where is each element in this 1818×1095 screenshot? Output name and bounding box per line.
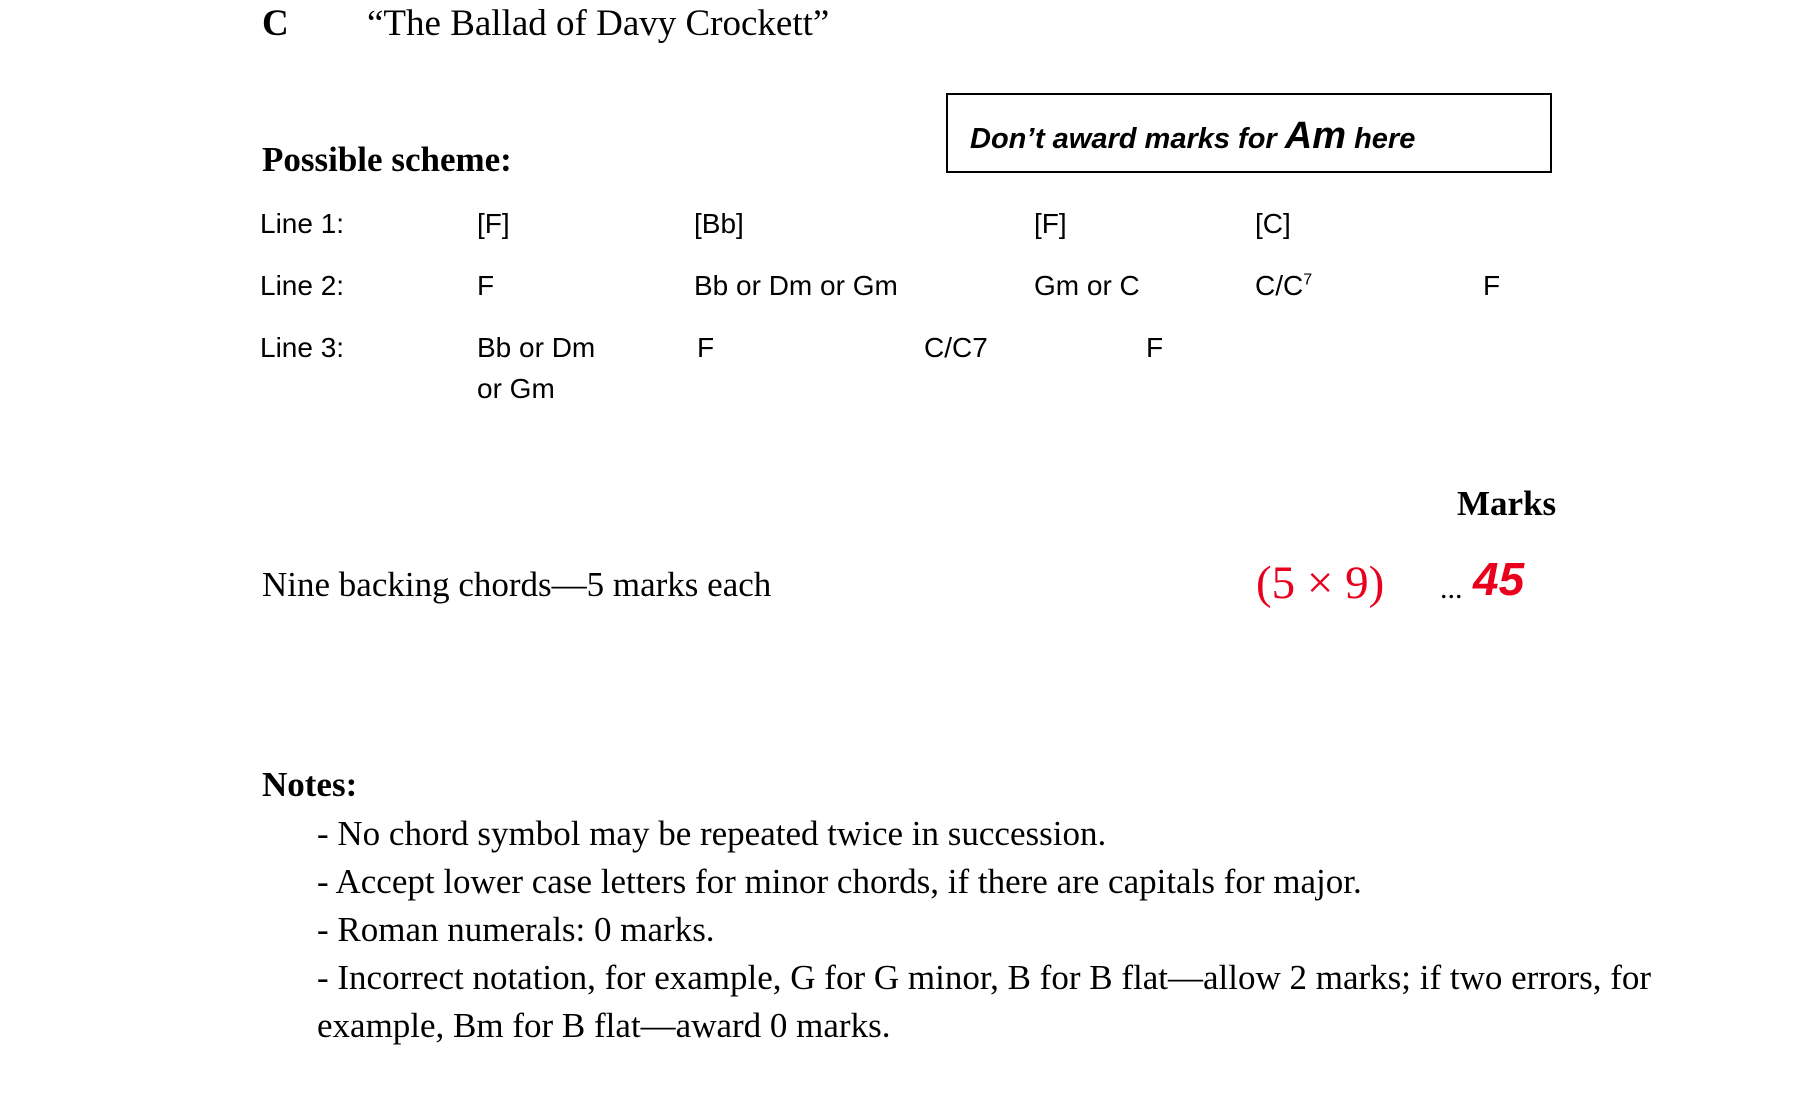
line2-chord-4-base: C/C — [1255, 270, 1304, 301]
line2-chord-4 — [1255, 270, 1312, 302]
line2-chord-1: F — [477, 270, 495, 301]
marks-total: 45 — [1473, 553, 1525, 605]
line3-chord-1-wrap: or Gm — [477, 373, 555, 404]
song-title: “The Ballad of Davy Crockett” — [367, 3, 830, 44]
note-item-3: - Roman numerals: 0 marks. — [317, 910, 715, 949]
notes-list — [317, 810, 1717, 1050]
scheme-heading: Possible scheme: — [262, 140, 512, 179]
line1-chord-3: [F] — [1034, 208, 1067, 239]
line3-label: Line 3: — [260, 332, 345, 363]
line2-chord-5: F — [1483, 270, 1501, 301]
line1-chord-1: [F] — [477, 208, 510, 239]
notes-heading: Notes: — [262, 765, 358, 804]
line3-chord-4: F — [1146, 332, 1164, 363]
line1-label: Line 1: — [260, 208, 345, 239]
marking-note-before: Don’t award marks for — [970, 123, 1285, 155]
line3-chord-2: F — [697, 332, 715, 363]
marks-dots: ... — [1440, 572, 1463, 605]
marking-note-box — [946, 93, 1552, 173]
marking-note — [970, 115, 1415, 158]
line1-chord-4: [C] — [1255, 208, 1291, 239]
marking-note-emphasis: Am — [1284, 115, 1347, 157]
marking-note-after: here — [1346, 123, 1416, 155]
line2-chord-4-superscript: 7 — [1303, 271, 1313, 289]
marks-calculation: (5 × 9) — [1256, 557, 1385, 609]
section-letter: C — [262, 3, 289, 44]
line2-chord-3: Gm or C — [1034, 270, 1140, 301]
note-item-4: - Incorrect notation, for example, G for G minor, B for B flat—allow 2 marks; if two errors, for example, Bm for B flat—award 0 marks. — [317, 958, 1652, 1045]
note-item-2: - Accept lower case letters for minor chords, if there are capitals for major. — [317, 862, 1362, 901]
line3-chord-3: C/C7 — [924, 332, 988, 363]
line2-label: Line 2: — [260, 270, 345, 301]
note-item-1: - No chord symbol may be repeated twice in succession. — [317, 814, 1107, 853]
line2-chord-2: Bb or Dm or Gm — [694, 270, 898, 301]
line3-chord-1: Bb or Dm — [477, 332, 596, 363]
marks-description: Nine backing chords—5 marks each — [262, 565, 772, 604]
line1-chord-2: [Bb] — [694, 208, 744, 239]
marks-heading: Marks — [1457, 484, 1557, 523]
